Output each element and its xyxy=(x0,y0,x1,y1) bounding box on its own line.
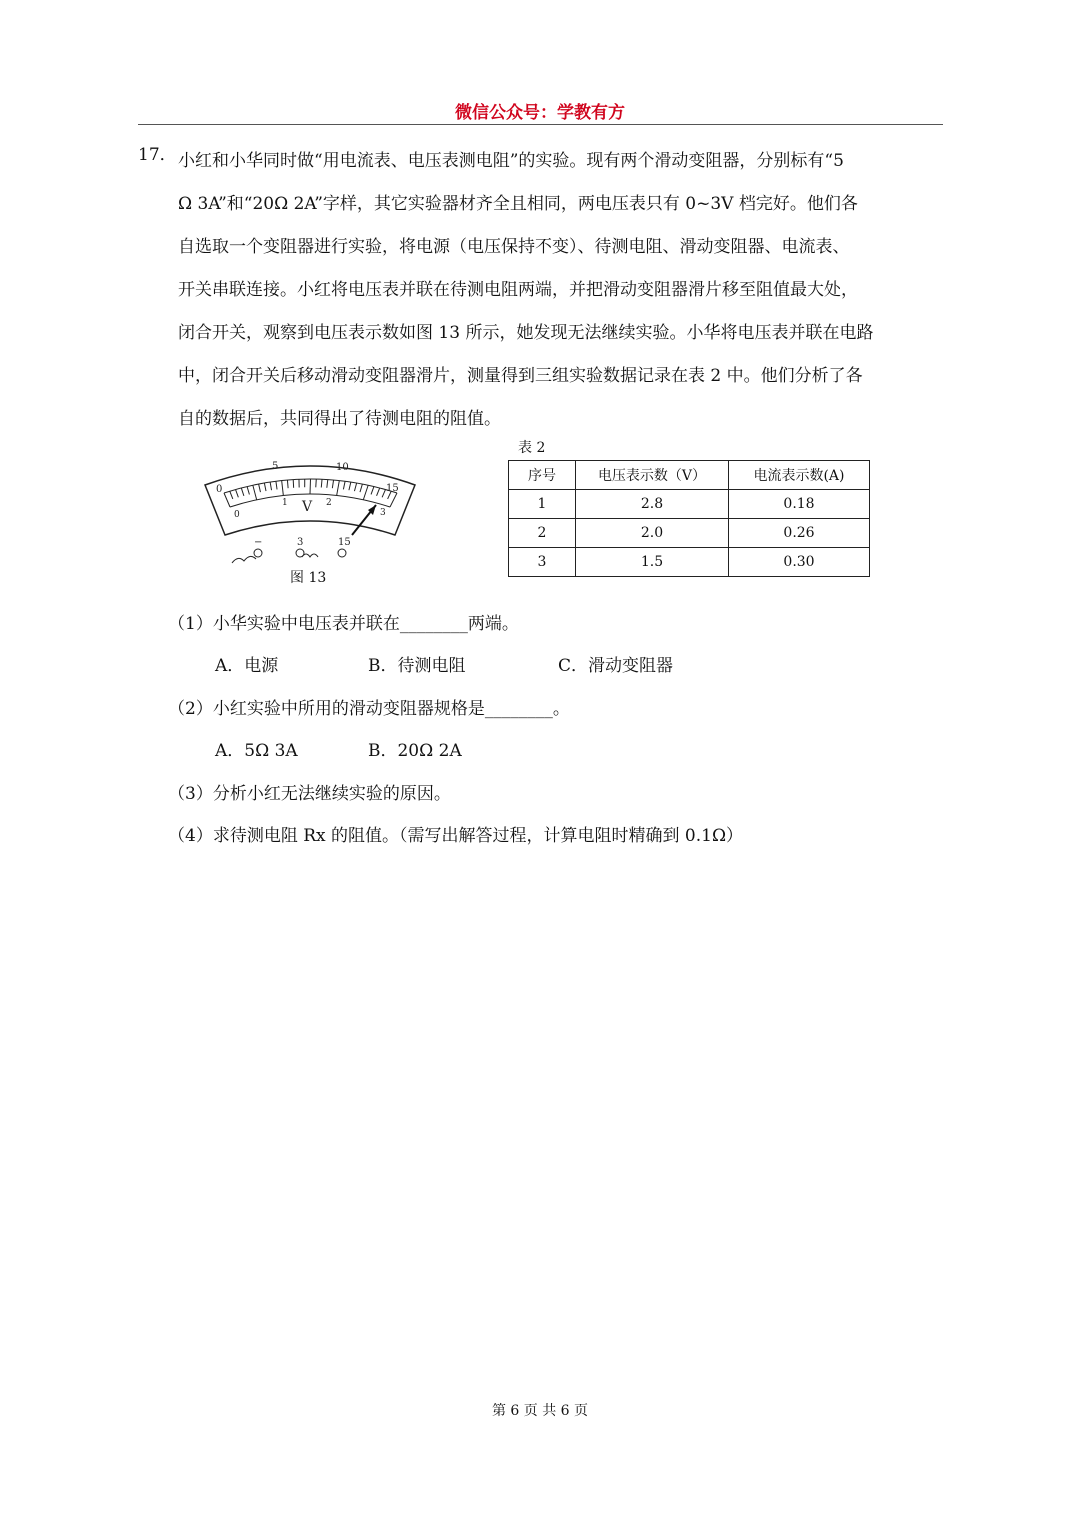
scale-tick xyxy=(259,484,261,492)
option-c: C．滑动变阻器 xyxy=(558,656,674,676)
table-cell: 2.8 xyxy=(576,490,729,519)
scale-tick xyxy=(360,484,362,492)
scale-bottom-label: 0 xyxy=(234,510,240,520)
table-row xyxy=(509,519,870,548)
page-footer: 第 6 页 共 6 页 xyxy=(491,1403,589,1419)
table-row xyxy=(509,490,870,519)
table-cell: 0.30 xyxy=(729,548,870,577)
scale-tick xyxy=(327,480,328,488)
scale-bottom-label: 2 xyxy=(326,498,332,508)
subquestion-3: （3）分析小红无法继续实验的原因。 xyxy=(168,784,451,804)
table-cell: 0.18 xyxy=(729,490,870,519)
scale-tick xyxy=(230,491,233,499)
question-line: 自选取一个变阻器进行实验，将电源（电压保持不变）、待测电阻、滑动变阻器、电流表、 xyxy=(178,237,850,257)
table-cell: 2.0 xyxy=(576,519,729,548)
unit-label: V xyxy=(302,499,313,515)
table-header-cell: 电压表示数（V） xyxy=(576,461,729,490)
option-b: B．20Ω 2A xyxy=(368,741,462,761)
scale-tick xyxy=(382,490,385,498)
scale-tick xyxy=(282,481,284,496)
scale-tick xyxy=(224,493,230,507)
table-header-cell: 序号 xyxy=(509,461,576,490)
table-header-cell: 电流表示数(A) xyxy=(729,461,870,490)
scale-top-label: 5 xyxy=(272,461,279,472)
terminal-label: 15 xyxy=(338,537,351,548)
question-body xyxy=(178,140,943,441)
scale-top-label: 0 xyxy=(216,484,223,495)
question-line: 自的数据后，共同得出了待测电阻的阻值。 xyxy=(178,409,501,429)
scale-tick xyxy=(276,481,277,489)
page-header-title: 微信公众号：学教有方 xyxy=(455,103,625,123)
terminal-15v xyxy=(338,549,346,557)
option-a: A．电源 xyxy=(215,656,279,676)
table-header-row xyxy=(509,461,870,490)
table-cell: 1 xyxy=(509,490,576,519)
subquestion-1: （1）小华实验中电压表并联在________两端。 xyxy=(168,614,519,634)
scale-tick xyxy=(264,483,266,491)
figure-caption: 图 13 xyxy=(290,570,327,586)
wire xyxy=(232,556,256,563)
scale-tick xyxy=(310,479,311,494)
question-number: 17． xyxy=(138,145,177,165)
scale-tick xyxy=(241,488,244,496)
subquestion-2: （2）小红实验中所用的滑动变阻器规格是________。 xyxy=(168,699,570,719)
scale-top-label: 15 xyxy=(386,483,399,494)
question-line: 开关串联连接。小红将电压表并联在待测电阻两端，并把滑动变阻器滑片移至阻值最大处， xyxy=(178,280,858,300)
question-line: 闭合开关，观察到电压表示数如图 13 所示，她发现无法继续实验。小华将电压表并联在电路 xyxy=(178,323,874,343)
scale-tick xyxy=(247,487,249,495)
terminal-negative xyxy=(254,549,262,557)
scale-tick xyxy=(332,480,333,488)
table-cell: 0.26 xyxy=(729,519,870,548)
terminal-label: − xyxy=(254,537,263,548)
question-line: 小红和小华同时做“用电流表、电压表测电阻”的实验。现有两个滑动变阻器，分别标有“5 xyxy=(178,151,844,171)
question-line: Ω 3A”和“20Ω 2A”字样，其它实验器材齐全且相同，两电压表只有 0~3V 档完好。他们各 xyxy=(178,194,858,214)
scale-tick xyxy=(343,481,345,489)
scale-tick xyxy=(377,488,380,496)
scale-bottom-label: 1 xyxy=(282,498,288,508)
table-cell: 2 xyxy=(509,519,576,548)
scale-tick xyxy=(236,490,239,498)
scale-tick xyxy=(337,481,340,496)
option-a: A．5Ω 3A xyxy=(215,741,298,761)
option-b: B．待测电阻 xyxy=(368,656,466,676)
scale-tick xyxy=(371,487,374,495)
scale-tick xyxy=(270,482,271,490)
table-row xyxy=(509,548,870,577)
scale-tick xyxy=(316,479,317,487)
wire-coil xyxy=(302,554,318,557)
scale-tick xyxy=(321,479,322,487)
scale-tick xyxy=(287,480,288,488)
table-cell: 3 xyxy=(509,548,576,577)
scale-tick xyxy=(354,483,356,491)
scale-tick xyxy=(349,482,351,490)
data-table xyxy=(508,460,870,577)
scale-tick xyxy=(390,493,397,507)
header-divider xyxy=(138,124,943,125)
subquestion-4: （4）求待测电阻 Rx 的阻值。（需写出解答过程，计算电阻时精确到 0.1Ω） xyxy=(168,826,744,846)
scale-tick xyxy=(253,485,257,500)
table-caption: 表 2 xyxy=(518,440,546,456)
scale-top-label: 10 xyxy=(336,462,349,473)
question-line: 中，闭合开关后移动滑动变阻器滑片，测量得到三组实验数据记录在表 2 中。他们分析了各 xyxy=(178,366,863,386)
table-cell: 1.5 xyxy=(576,548,729,577)
terminal-label: 3 xyxy=(297,537,304,548)
scale-tick xyxy=(363,485,368,500)
scale-bottom-label: 3 xyxy=(380,508,386,518)
